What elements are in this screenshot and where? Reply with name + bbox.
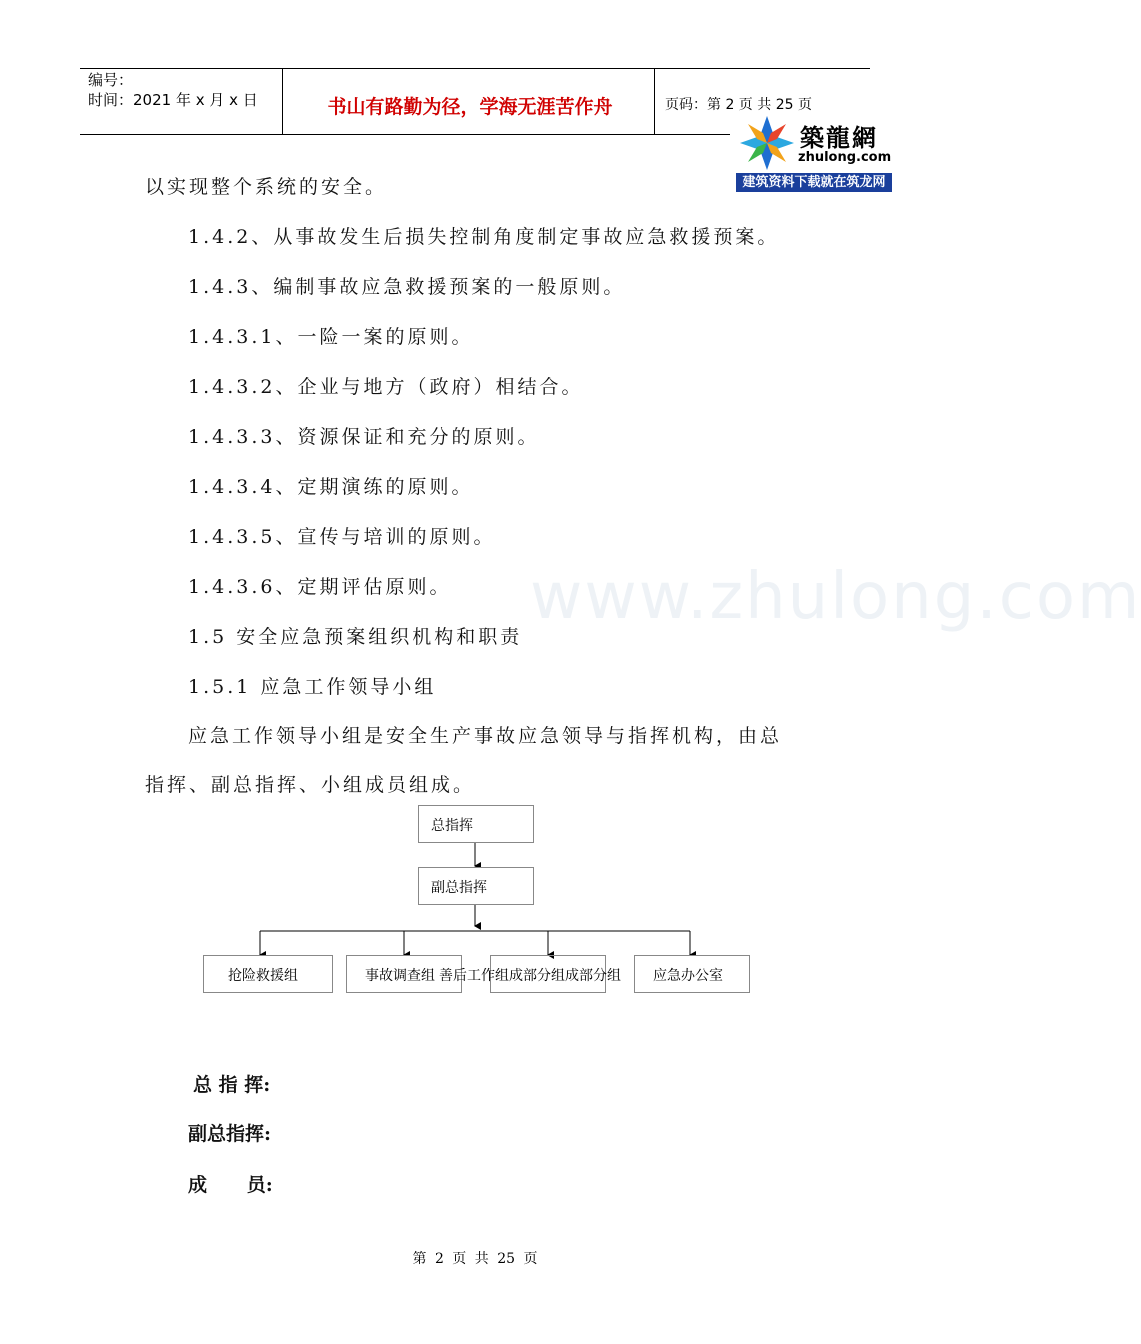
org-box-rescue: 抢险救援组	[203, 955, 333, 993]
logo-tagline: 建筑资料下载就在筑龙网	[736, 173, 892, 192]
body-line: 1.4.3、编制事故应急救援预案的一般原则。	[188, 276, 626, 298]
org-box-aftermath: 善后工作组成部分组成部分组	[490, 955, 606, 993]
logo-chinese: 築龍網	[800, 123, 878, 152]
role-members-label: 成 员:	[188, 1174, 273, 1196]
body-line: 1.4.3.5、宣传与培训的原则。	[188, 526, 496, 548]
body-line: 1.4.3.2、企业与地方（政府）相结合。	[188, 376, 584, 398]
body-line: 1.4.2、从事故发生后损失控制角度制定事故应急救援预案。	[188, 226, 780, 248]
time-label: 时间：2021 年 x 月 x 日	[88, 91, 258, 109]
role-chief-label: 总 指 挥:	[193, 1074, 271, 1096]
role-deputy-label: 副总指挥:	[188, 1123, 272, 1145]
org-box-investigation: 事故调查组	[346, 955, 462, 993]
section-heading: 1.5 安全应急预案组织机构和职责	[188, 626, 523, 648]
page-footer: 第 2 页 共 25 页	[412, 1251, 538, 1267]
serial-label: 编号：	[88, 71, 134, 89]
body-line: 指挥、副总指挥、小组成员组成。	[145, 774, 476, 796]
logo-domain: zhulong.com	[798, 150, 892, 165]
header-motto: 书山有路勤为径，学海无涯苦作舟	[327, 96, 613, 118]
org-box-office: 应急办公室	[634, 955, 750, 993]
watermark: www.zhulong.com	[530, 560, 1141, 634]
body-line: 1.4.3.4、定期演练的原则。	[188, 476, 474, 498]
body-line: 1.4.3.6、定期评估原则。	[188, 576, 452, 598]
body-line: 1.4.3.3、资源保证和充分的原则。	[188, 426, 540, 448]
header-page-info: 页码：第 2 页 共 25 页	[665, 97, 812, 113]
subsection-heading: 1.5.1 应急工作领导小组	[188, 676, 437, 698]
body-line: 以实现整个系统的安全。	[145, 176, 388, 198]
org-box-deputy: 副总指挥	[418, 867, 534, 905]
org-box-chief: 总指挥	[418, 805, 534, 843]
body-line: 应急工作领导小组是安全生产事故应急领导与指挥机构，由总	[188, 725, 783, 747]
body-line: 1.4.3.1、一险一案的原则。	[188, 326, 474, 348]
